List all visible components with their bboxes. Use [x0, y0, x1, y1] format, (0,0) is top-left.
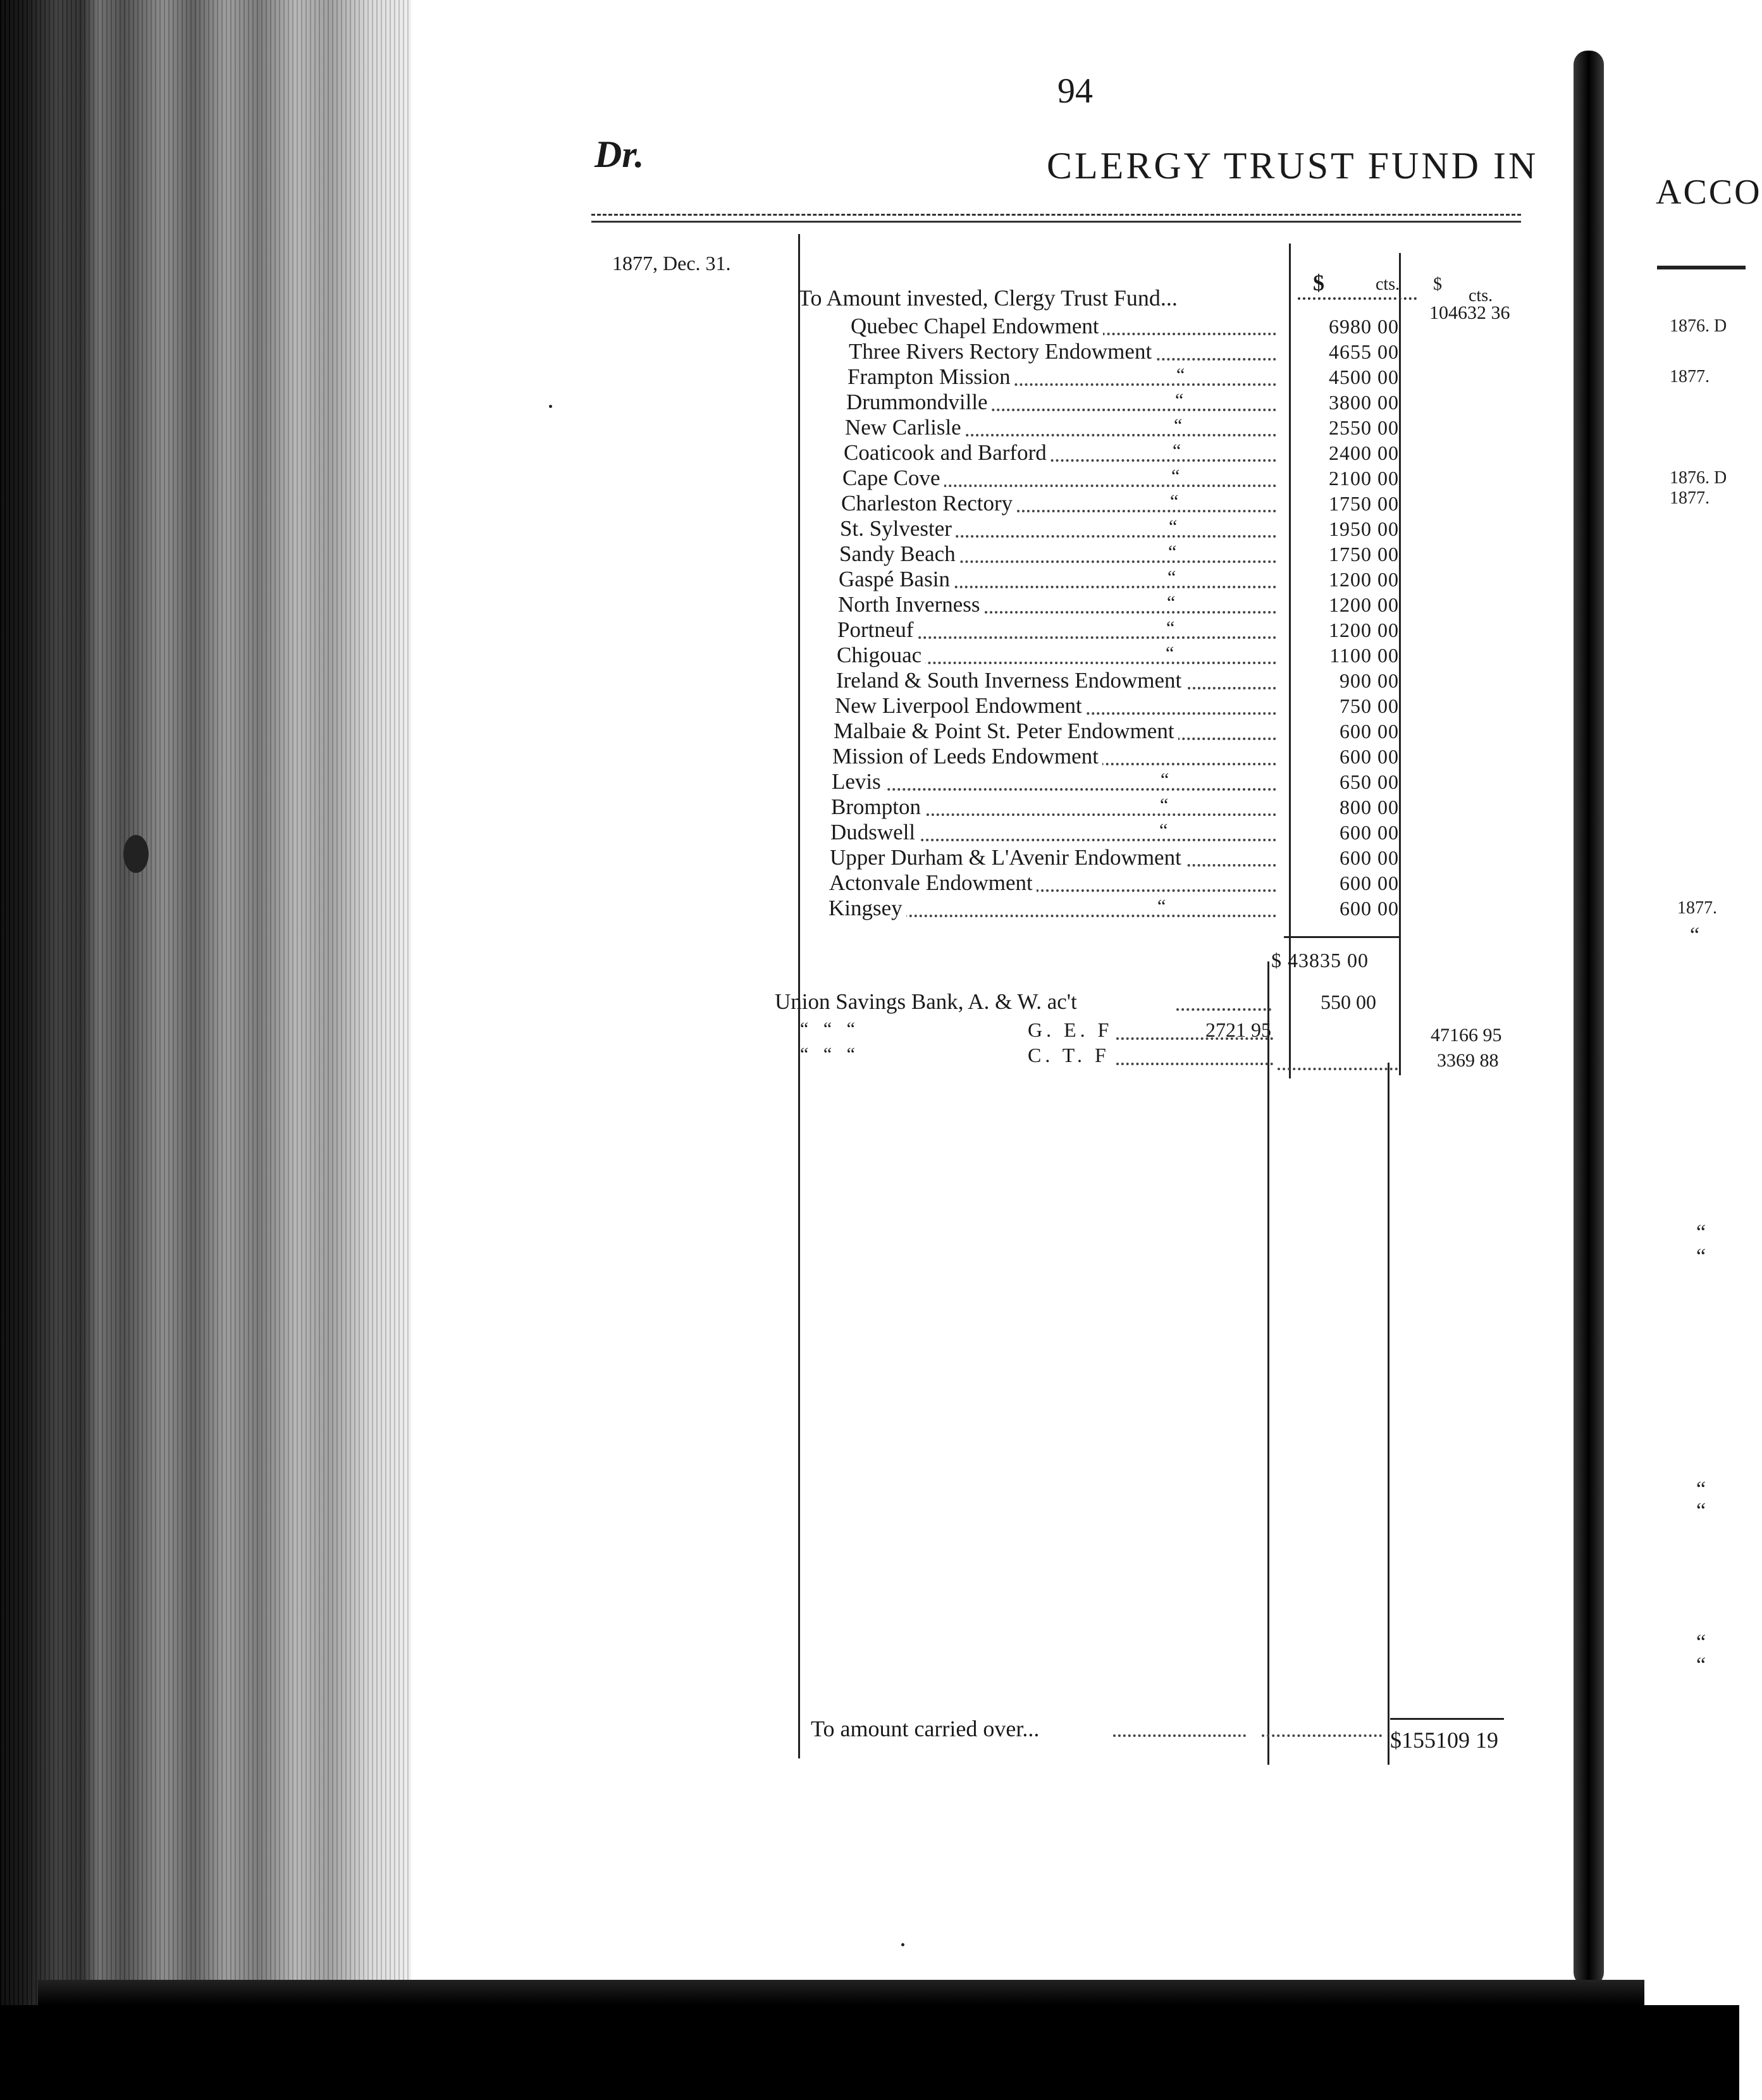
column-leader-dots — [1298, 297, 1417, 300]
row-amount: 4500 00 — [1329, 366, 1399, 388]
page-title: CLERGY TRUST FUND IN — [1047, 145, 1539, 187]
ditto-mark: “ — [1157, 896, 1166, 917]
leader-dots — [1116, 1063, 1273, 1065]
ditto-mark: “ — [1173, 440, 1181, 461]
ledger-row — [837, 617, 1417, 643]
amount-column-rule — [1267, 961, 1269, 1765]
row-amount: 600 00 — [1340, 821, 1399, 844]
row-amount: 4655 00 — [1329, 340, 1399, 363]
row-label: Malbaie & Point St. Peter Endowment — [834, 719, 1178, 744]
bank-amount: 2721 95 — [1205, 1018, 1271, 1041]
row-label: Three Rivers Rectory Endowment — [849, 339, 1155, 364]
ditto-marks: “ “ “ — [800, 1044, 860, 1065]
ditto-mark: “ — [1167, 592, 1176, 613]
scan-background — [0, 2005, 1739, 2100]
ditto-mark: “ — [1176, 364, 1185, 385]
row-label: Upper Durham & L'Avenir Endowment — [830, 845, 1185, 870]
page-number: 94 — [1057, 71, 1093, 111]
row-amount: 800 00 — [1340, 796, 1399, 818]
ledger-row — [832, 769, 1417, 794]
column-header-cents-total: cts. — [1469, 286, 1493, 306]
ditto-mark: “ — [1170, 491, 1179, 512]
ditto-mark: “ — [1161, 769, 1169, 790]
ledger-row — [839, 567, 1417, 592]
row-label: Kingsey — [829, 896, 906, 921]
bank-row — [775, 1018, 1414, 1044]
ledger-row — [849, 339, 1417, 364]
bank-account-label: Union Savings Bank, A. & W. ac't — [775, 989, 1077, 1014]
row-label: Quebec Chapel Endowment — [851, 314, 1103, 339]
ledger-row — [844, 440, 1417, 466]
column-header-dollars-total: $ — [1433, 275, 1442, 294]
row-label: Dudswell — [830, 820, 919, 845]
column-header-dollars: $ — [1313, 270, 1324, 295]
row-amount: 600 00 — [1340, 897, 1399, 920]
ledger-row — [839, 541, 1417, 567]
ledger-row — [830, 820, 1417, 845]
row-amount: 6980 00 — [1329, 315, 1399, 338]
ledger-row — [835, 693, 1417, 719]
ditto-mark: “ — [1167, 567, 1176, 588]
bank-row — [775, 1044, 1414, 1069]
scan-speck — [901, 1943, 904, 1946]
facing-page — [1606, 0, 1762, 1986]
row-amount: 750 00 — [1340, 695, 1399, 717]
row-amount: 1200 00 — [1329, 568, 1399, 591]
ledger-row — [846, 390, 1417, 415]
row-amount: 1750 00 — [1329, 543, 1399, 565]
ditto-mark: “ — [1160, 794, 1169, 815]
bank-total: 3369 88 — [1437, 1050, 1499, 1071]
facing-page-date: 1876. D — [1670, 468, 1727, 488]
ledger-row — [851, 314, 1417, 339]
scan-blot — [123, 835, 149, 873]
facing-page-date: 1877. — [1670, 367, 1710, 386]
facing-page-ditto: “ — [1696, 1499, 1706, 1522]
invested-label: To Amount invested, Clergy Trust Fund... — [798, 285, 1178, 311]
invested-total: 104632 36 — [1429, 302, 1510, 323]
ditto-mark: “ — [1168, 541, 1177, 562]
row-amount: 900 00 — [1340, 669, 1399, 692]
ledger-row — [845, 415, 1417, 440]
facing-page-rule — [1657, 266, 1746, 269]
ditto-marks: “ “ “ — [800, 1018, 860, 1039]
facing-page-ditto: “ — [1696, 1653, 1706, 1677]
row-label: Sandy Beach — [839, 541, 959, 567]
row-amount: 1200 00 — [1329, 593, 1399, 616]
row-label: Coaticook and Barford — [844, 440, 1050, 466]
row-amount: 650 00 — [1340, 770, 1399, 793]
row-amount: 600 00 — [1340, 745, 1399, 768]
ditto-mark: “ — [1171, 466, 1180, 486]
row-label: Frampton Mission — [847, 364, 1014, 390]
facing-page-ditto: “ — [1690, 923, 1700, 947]
carried-over-total: $155109 19 — [1390, 1727, 1498, 1753]
leader-dots — [1262, 1734, 1382, 1737]
ditto-mark: “ — [1175, 390, 1184, 411]
bank-total: 47166 95 — [1431, 1025, 1502, 1046]
ditto-mark: “ — [1166, 643, 1174, 664]
row-label: Portneuf — [837, 617, 918, 643]
fund-code: C. T. F — [1028, 1044, 1110, 1066]
book-page-edge-texture — [0, 0, 411, 2100]
row-amount: 3800 00 — [1329, 391, 1399, 414]
ledger-row — [837, 643, 1417, 668]
ledger-row — [832, 744, 1417, 769]
ledger-row — [838, 592, 1417, 617]
row-amount: 2400 00 — [1329, 442, 1399, 464]
row-label: Chigouac — [837, 643, 925, 668]
leader-dots — [1176, 1008, 1271, 1011]
facing-page-ditto: “ — [1696, 1631, 1706, 1654]
facing-page-ditto: “ — [1696, 1245, 1706, 1268]
scan-speck — [549, 405, 552, 408]
ditto-mark: “ — [1166, 617, 1175, 638]
ledger-row — [847, 364, 1417, 390]
row-label: Gaspé Basin — [839, 567, 954, 592]
row-label: New Liverpool Endowment — [835, 693, 1086, 719]
row-label: St. Sylvester — [840, 516, 956, 541]
endowment-subtotal: $ 43835 00 — [1271, 949, 1369, 972]
leader-dots — [1278, 1068, 1398, 1070]
row-amount: 1100 00 — [1329, 644, 1399, 667]
ledger-row — [840, 516, 1417, 541]
row-amount: 600 00 — [1340, 846, 1399, 869]
leader-dots — [832, 788, 1276, 791]
row-amount: 1200 00 — [1329, 619, 1399, 641]
leader-dots — [1113, 1734, 1246, 1737]
row-label: Charleston Rectory — [841, 491, 1016, 516]
ledger-row — [831, 794, 1417, 820]
ledger-row — [829, 870, 1417, 896]
row-amount: 1750 00 — [1329, 492, 1399, 515]
bank-aw-amount: 550 00 — [1321, 991, 1376, 1013]
ledger-row — [836, 668, 1417, 693]
row-amount: 1950 00 — [1329, 517, 1399, 540]
ledger-row — [829, 896, 1417, 921]
ledger-row — [834, 719, 1417, 744]
row-label: Drummondville — [846, 390, 992, 415]
row-amount: 600 00 — [1340, 872, 1399, 894]
row-label: Brompton — [831, 794, 925, 820]
row-amount: 600 00 — [1340, 720, 1399, 743]
facing-page-date: 1877. — [1677, 898, 1717, 918]
facing-page-date: 1876. D — [1670, 316, 1727, 336]
ditto-mark: “ — [1169, 516, 1178, 537]
row-label: Cape Cove — [842, 466, 944, 491]
heading-rule — [591, 214, 1521, 223]
page-bottom-edge — [38, 1980, 1644, 2005]
ledger-row — [842, 466, 1417, 491]
facing-page-ditto: “ — [1696, 1221, 1706, 1244]
ditto-mark: “ — [1159, 820, 1168, 841]
facing-page-title: ACCO — [1656, 173, 1762, 212]
facing-page-date: 1877. — [1670, 488, 1710, 508]
ditto-mark: “ — [1174, 415, 1183, 436]
row-label: Mission of Leeds Endowment — [832, 744, 1102, 769]
carried-over-label: To amount carried over... — [811, 1716, 1040, 1741]
fund-code: G. E. F — [1028, 1018, 1113, 1041]
row-label: Actonvale Endowment — [829, 870, 1037, 896]
debit-label: Dr. — [595, 133, 644, 175]
row-label: Ireland & South Inverness Endowment — [836, 668, 1185, 693]
book-gutter — [1574, 51, 1604, 1986]
subtotal-rule — [1284, 936, 1399, 938]
row-label: North Inverness — [838, 592, 984, 617]
row-label: New Carlisle — [845, 415, 965, 440]
carried-rule — [1390, 1718, 1504, 1720]
total-column-rule — [1388, 1063, 1389, 1765]
ledger-row — [830, 845, 1417, 870]
row-amount: 2550 00 — [1329, 416, 1399, 439]
facing-page-ditto: “ — [1696, 1478, 1706, 1501]
ledger-row — [841, 491, 1417, 516]
row-label: Levis — [832, 769, 885, 794]
row-amount: 2100 00 — [1329, 467, 1399, 490]
column-header-cents: cts. — [1376, 275, 1400, 294]
entry-date: 1877, Dec. 31. — [612, 252, 731, 275]
